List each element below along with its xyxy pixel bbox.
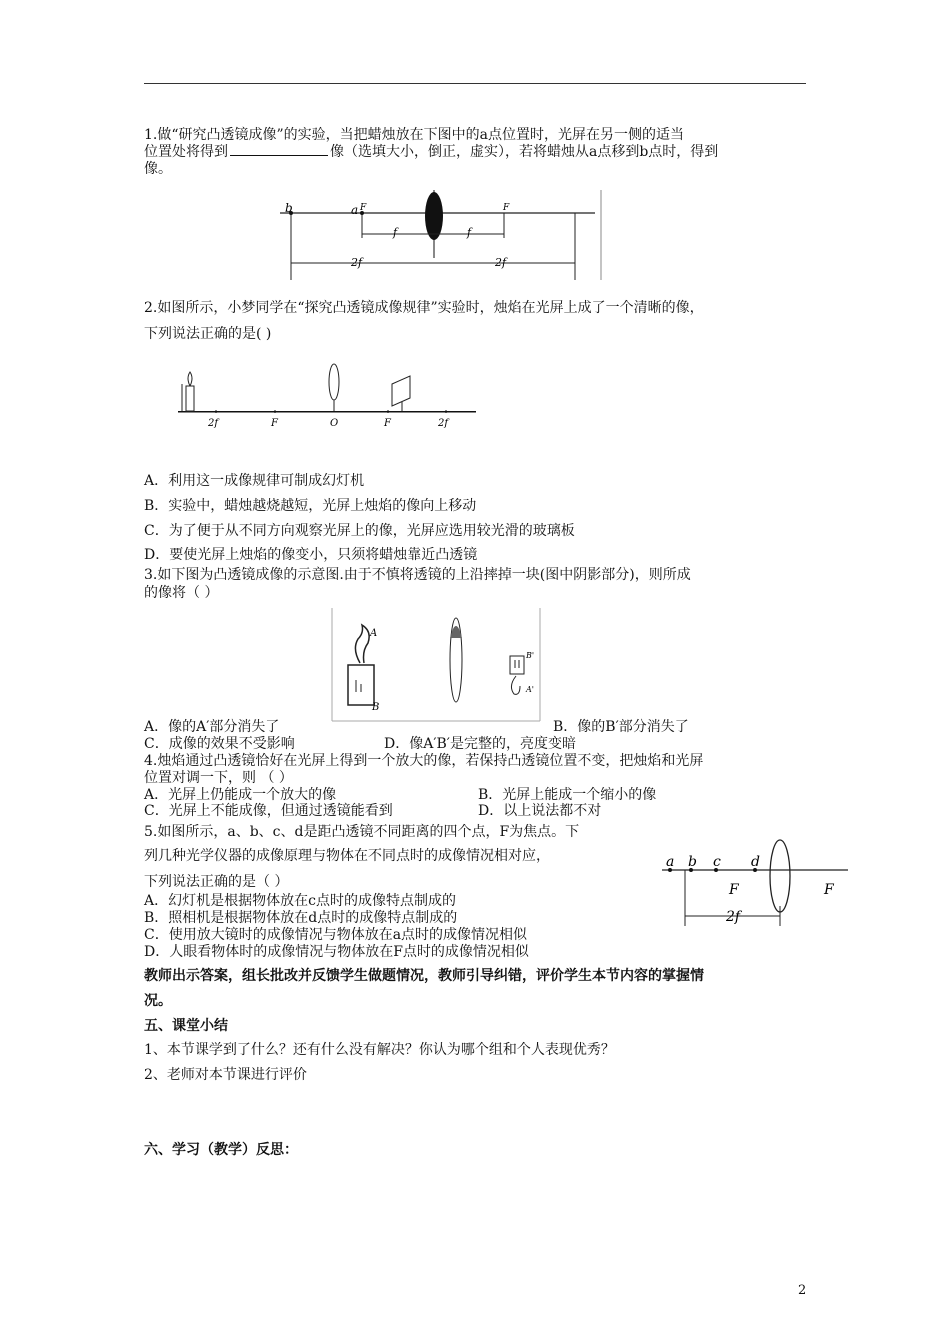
q3-line1: 3.如下图为凸透镜成像的示意图.由于不慎将透镜的上沿摔掉一块(图中阴影部分)，则所成 — [144, 567, 691, 583]
q2-option-c: C．为了便于从不同方向观察光屏上的像，光屏应选用较光滑的玻璃板 — [144, 523, 575, 539]
teacher-note-line1: 教师出示答案，组长批改并反馈学生做题情况，教师引导纠错，评价学生本节内容的掌握情 — [144, 968, 704, 984]
section5-item1: 1、本节课学到了什么？还有什么没有解决？你认为哪个组和个人表现优秀？ — [144, 1042, 615, 1058]
q2-fig-F-left: F — [271, 418, 278, 429]
q5-option-d: D．人眼看物体时的成像情况与物体放在F点时的成像情况相似 — [144, 944, 529, 960]
q1-fig-F1: F — [360, 203, 367, 213]
q3-fig-B-prime: B' — [526, 651, 535, 660]
q2-option-b: B．实验中，蜡烛越烧越短，光屏上烛焰的像向上移动 — [144, 498, 477, 514]
q4-option-a: A．光屏上仍能成一个放大的像 — [144, 787, 337, 803]
q1-line1: 1.做“研究凸透镜成像”的实验，当把蜡烛放在下图中的a点位置时，光屏在另一侧的适当 — [144, 127, 685, 143]
q4-line2: 位置对调一下，则 （ ） — [144, 770, 293, 786]
q5-fig-2f: 2f — [726, 909, 741, 925]
q1-fig-b: b — [285, 201, 293, 215]
q3-line2: 的像将（ ） — [144, 585, 219, 601]
q5-option-a: A．幻灯机是根据物体放在c点时的成像特点制成的 — [144, 893, 456, 909]
q5-option-b: B．照相机是根据物体放在d点时的成像特点制成的 — [144, 910, 458, 926]
q4-option-d: D．以上说法都不对 — [478, 803, 602, 819]
q4-option-b: B．光屏上能成一个缩小的像 — [478, 787, 657, 803]
q3-option-d: D．像A′B′是完整的，亮度变暗 — [384, 736, 576, 752]
q1-fig-a: a — [351, 203, 359, 217]
q1-line2: 位置处将得到 像（选填大小，倒正，虚实），若将蜡烛从a点移到b点时，得到 — [144, 144, 719, 160]
q1-fig-f1: f — [393, 226, 398, 239]
q2-fig-2f-left: 2f — [208, 418, 219, 429]
q5-fig-c: c — [713, 854, 721, 870]
q3-option-a: A．像的A′部分消失了 — [144, 719, 280, 735]
q2-option-a: A．利用这一成像规律可制成幻灯机 — [144, 473, 365, 489]
q3-damaged-lens-diagram — [330, 608, 542, 722]
q5-option-c: C．使用放大镜时的成像情况与物体放在a点时的成像情况相似 — [144, 927, 528, 943]
q5-fig-F-left: F — [729, 882, 739, 898]
q5-fig-F-right: F — [824, 882, 834, 898]
q1-fig-f2: f — [467, 226, 472, 239]
q2-fig-F-right: F — [384, 418, 391, 429]
q1-answer-blank[interactable] — [230, 143, 328, 156]
q5-points-diagram — [660, 836, 850, 948]
q5-line2: 列几种光学仪器的成像原理与物体在不同点时的成像情况相对应， — [144, 848, 550, 864]
q2-fig-2f-right: 2f — [438, 418, 449, 429]
q3-fig-A-prime: A' — [526, 685, 534, 694]
q5-fig-a: a — [666, 854, 675, 870]
q2-line1: 2.如图所示，小梦同学在“探究凸透镜成像规律”实验时，烛焰在光屏上成了一个清晰的像， — [144, 300, 704, 316]
section6-title: 六、学习（教学）反思： — [144, 1142, 298, 1158]
q2-optical-bench-diagram — [178, 356, 478, 434]
q5-fig-d: d — [751, 854, 760, 870]
q1-fig-2f1: 2f — [351, 256, 363, 269]
q1-lens-diagram — [275, 188, 610, 285]
q1-fig-F2: F — [503, 203, 510, 213]
q4-option-c: C．光屏上不能成像，但通过透镜能看到 — [144, 803, 393, 819]
q4-line1: 4.烛焰通过凸透镜恰好在光屏上得到一个放大的像，若保持凸透镜位置不变，把烛焰和光屏 — [144, 753, 704, 769]
q2-option-d: D．要使光屏上烛焰的像变小，只须将蜡烛靠近凸透镜 — [144, 547, 478, 563]
q1-fig-2f2: 2f — [495, 256, 507, 269]
teacher-note-line2: 况。 — [144, 993, 172, 1009]
q3-fig-A: A — [370, 628, 378, 639]
q2-line2: 下列说法正确的是( ) — [144, 326, 272, 342]
section5-item2: 2、老师对本节课进行评价 — [144, 1067, 307, 1083]
q3-option-b: B．像的B′部分消失了 — [553, 719, 689, 735]
q3-fig-B: B — [372, 702, 380, 713]
section5-title: 五、课堂小结 — [144, 1018, 228, 1034]
q5-fig-b: b — [688, 854, 697, 870]
page-number: 2 — [798, 1283, 807, 1298]
q3-option-c: C．成像的效果不受影响 — [144, 736, 295, 752]
q5-line3: 下列说法正确的是（ ） — [144, 874, 289, 890]
q5-line1: 5.如图所示，a、b、c、d是距凸透镜不同距离的四个点，F为焦点。下 — [144, 824, 580, 840]
header-rule — [144, 83, 806, 84]
q2-fig-O: O — [330, 418, 339, 429]
q1-line3: 像。 — [144, 161, 172, 177]
